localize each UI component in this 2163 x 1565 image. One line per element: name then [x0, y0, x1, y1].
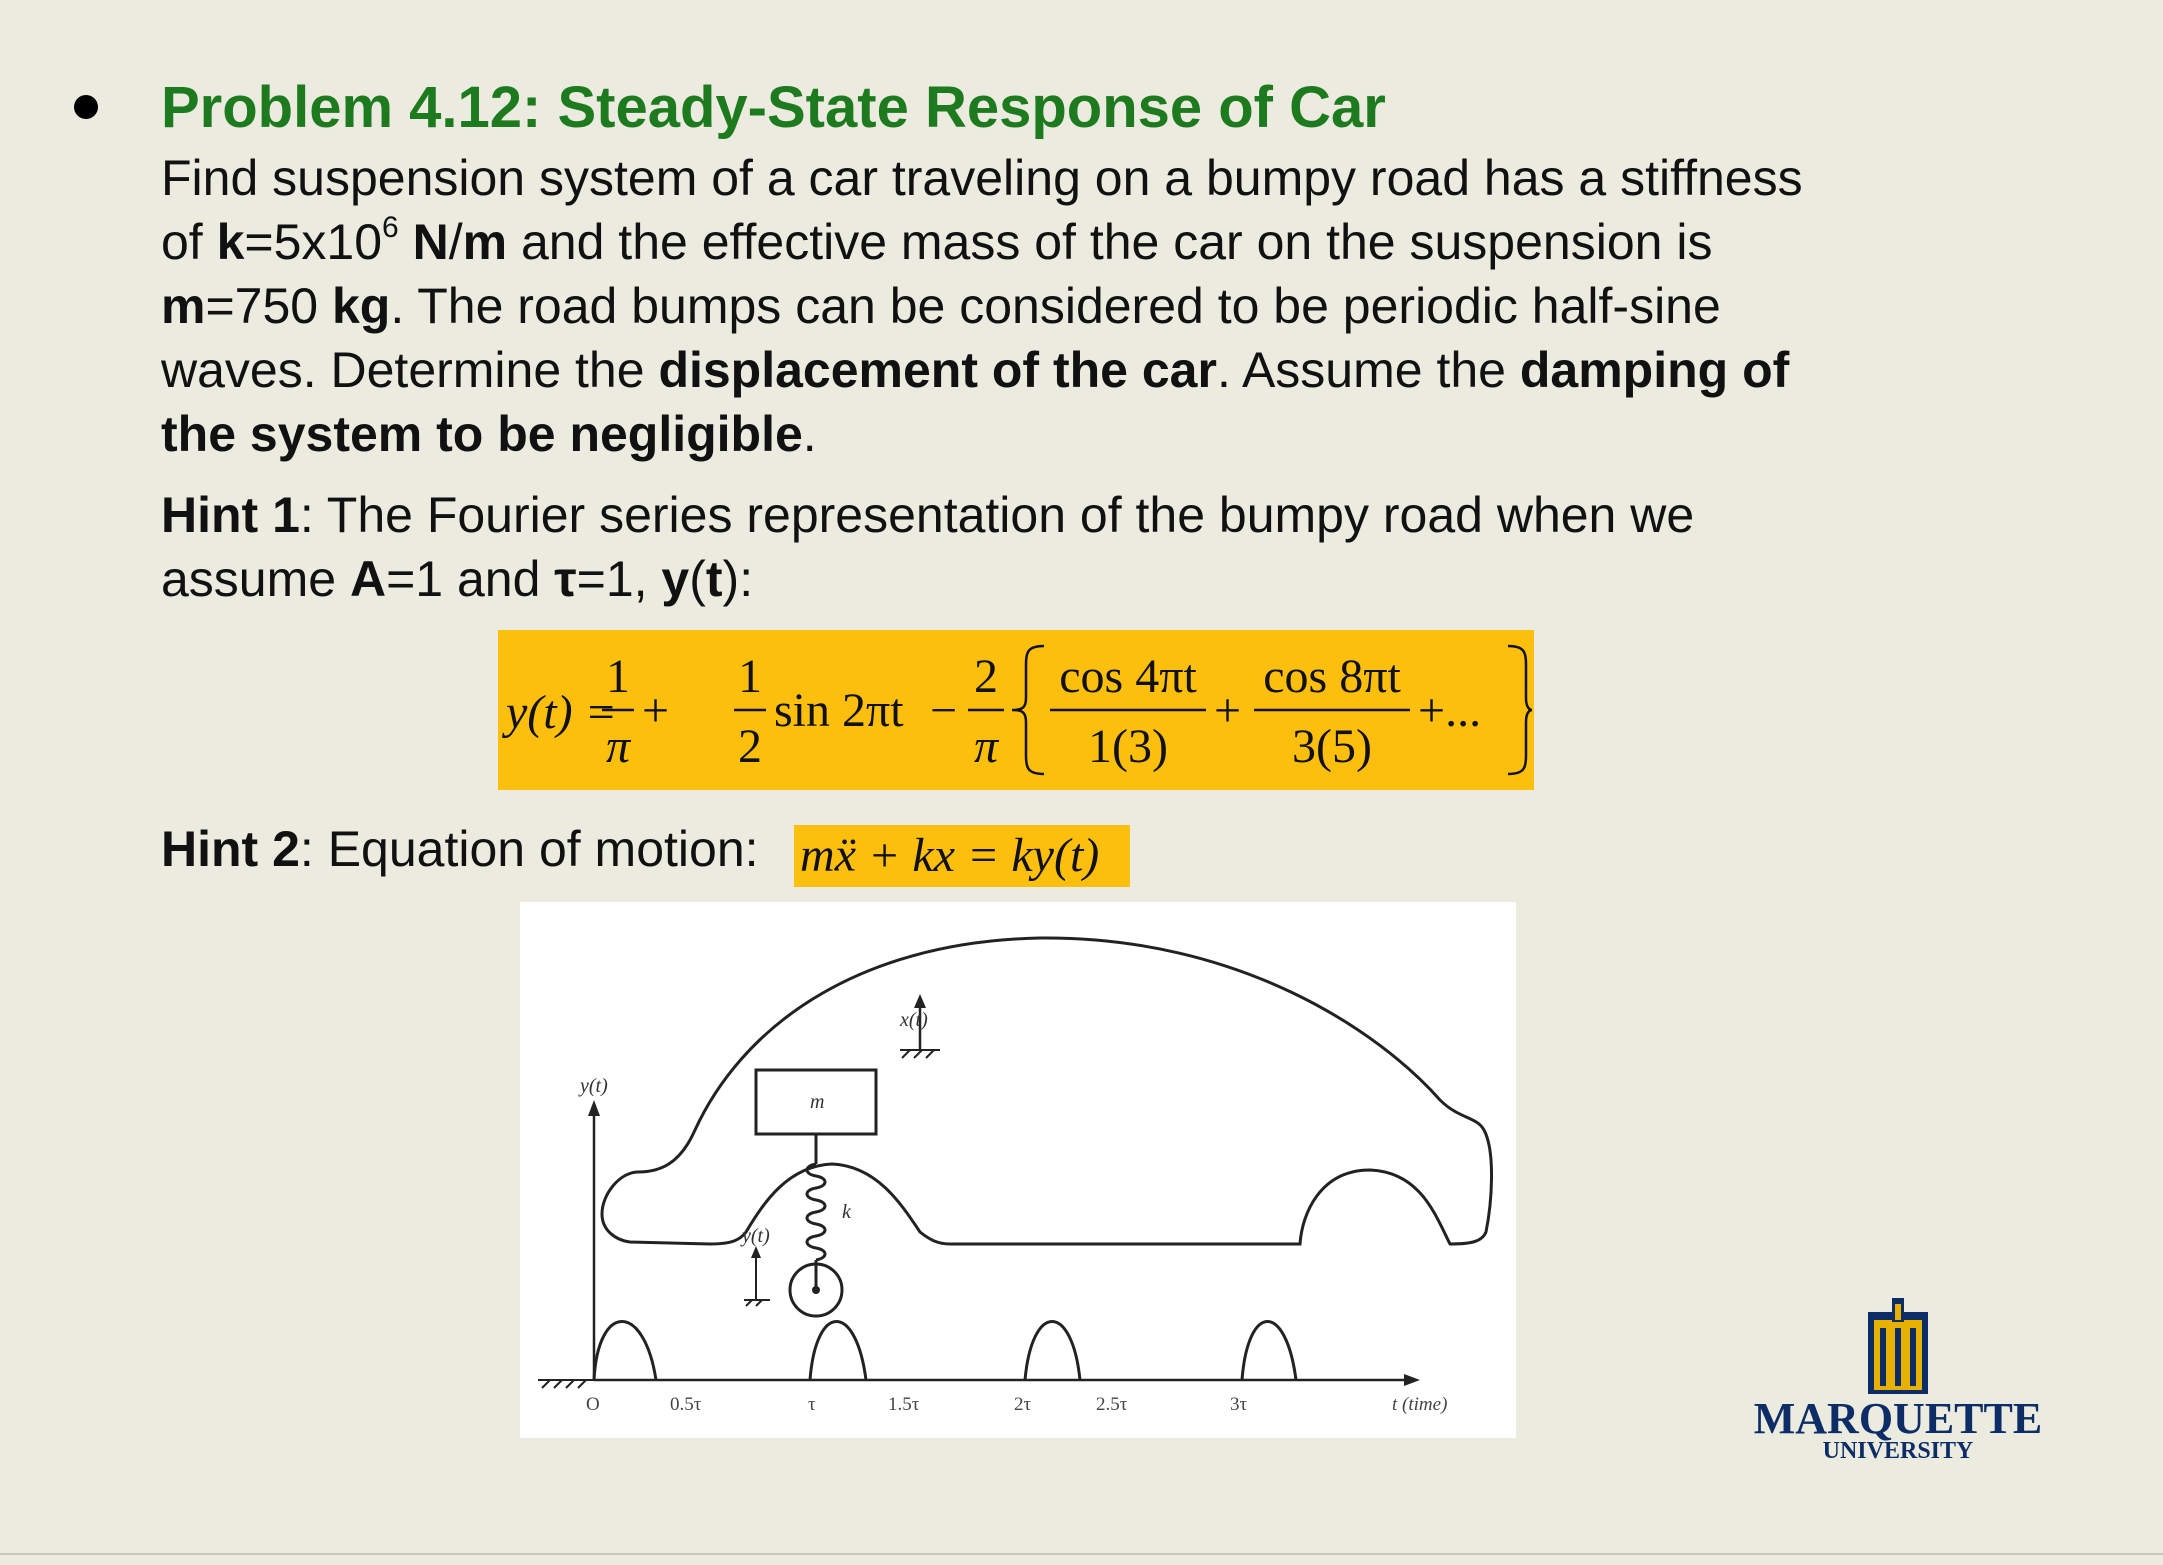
- car-suspension-diagram: [520, 902, 1516, 1438]
- series-ellipsis: +...: [1418, 684, 1482, 737]
- problem-statement: [161, 146, 1961, 466]
- wheel-hub: [812, 1286, 820, 1294]
- ground-hatching: [538, 1050, 940, 1388]
- tick-label: 1.5τ: [888, 1394, 920, 1415]
- text: ):: [722, 551, 754, 607]
- hint-2: [161, 820, 759, 878]
- frac2-denominator: 2: [738, 720, 762, 773]
- mass-label: m: [810, 1091, 825, 1113]
- unit-n: N: [398, 214, 449, 270]
- unit-m: m: [462, 214, 508, 270]
- logo-subtitle: UNIVERSITY: [1822, 1438, 1974, 1464]
- unit-slash: /: [448, 214, 463, 270]
- hint-1-label: Hint 1: [161, 487, 300, 543]
- car-suspension-figure: [520, 902, 1516, 1438]
- car-body-outline: [602, 938, 1492, 1244]
- term1-denominator: 1(3): [1088, 720, 1168, 773]
- bump-3: [1025, 1322, 1080, 1381]
- term2-numerator: cos 8πt: [1263, 650, 1401, 703]
- hint-2-label: Hint 2: [161, 821, 300, 877]
- tower-emblem-icon: [1862, 1298, 1934, 1394]
- university-logo: [1748, 1298, 2048, 1468]
- footer-divider: [0, 1553, 2163, 1555]
- equation-of-motion-svg: [794, 825, 1130, 887]
- text: : The Fourier series representation of the bumpy road when we: [299, 487, 1695, 543]
- bump-2: [810, 1322, 866, 1381]
- text: and the effective mass of the car on the suspension is: [507, 214, 1713, 270]
- frac1-denominator: π: [605, 720, 631, 773]
- equation-lhs: y(t) =: [506, 686, 617, 739]
- frac2-numerator: 1: [738, 650, 762, 703]
- equation-of-motion-text: mẍ + kx = ky(t): [800, 829, 1100, 882]
- problem-line-3: [161, 274, 1961, 338]
- fourier-series-equation: [498, 630, 1534, 790]
- problem-line-5: [161, 402, 1961, 466]
- stiffness-value: =5x10: [244, 214, 383, 270]
- tick-label: O: [586, 1394, 600, 1415]
- bump-1: [594, 1322, 656, 1381]
- unit-kg: kg: [331, 278, 391, 334]
- hint-1: [161, 483, 1694, 611]
- text: of: [161, 214, 217, 270]
- x-t-label: x(t): [900, 1009, 928, 1031]
- tick-label: 2.5τ: [1096, 1394, 1128, 1415]
- hint-1-line-2: [161, 547, 1694, 611]
- symbol-t: t: [705, 551, 723, 607]
- text: .: [802, 406, 817, 462]
- problem-line-2: [161, 210, 1961, 274]
- spring-label: k: [842, 1201, 851, 1223]
- x-arrowhead: [914, 994, 926, 1008]
- fourier-equation-svg: [498, 630, 1534, 790]
- term2-denominator: 3(5): [1292, 720, 1372, 773]
- text: Find suspension system of a car traveling on a bumpy road has a stiffness: [161, 150, 1803, 206]
- stiffness-symbol: k: [216, 214, 245, 270]
- right-brace: [1508, 646, 1532, 774]
- bullet-point: [74, 95, 98, 119]
- equation-of-motion: [794, 825, 1130, 887]
- minus-sign: −: [930, 684, 958, 737]
- suspension-spring: [807, 1164, 825, 1260]
- text: =1 and: [386, 551, 555, 607]
- logo-name: MARQUETTE: [1753, 1394, 2043, 1443]
- text: =1,: [576, 551, 662, 607]
- problem-title: Problem 4.12: Steady-State Response of Car: [161, 75, 1386, 140]
- y-axis-arrowhead: [588, 1100, 600, 1116]
- left-brace: [1012, 646, 1044, 774]
- emphasis: the system to be negligible: [161, 406, 803, 462]
- hint-1-line-1: [161, 483, 1694, 547]
- y-t-small-label: y(t): [742, 1225, 770, 1247]
- symbol-a: A: [349, 551, 387, 607]
- frac3-numerator: 2: [974, 650, 998, 703]
- y-small-arrowhead: [751, 1246, 761, 1258]
- sine-term: sin 2πt: [774, 684, 904, 737]
- exponent: 6: [382, 211, 399, 244]
- problem-line-1: [161, 146, 1961, 210]
- time-axis-arrowhead: [1404, 1374, 1420, 1386]
- tick-label: 3τ: [1230, 1394, 1248, 1415]
- text: : Equation of motion:: [299, 821, 759, 877]
- text: waves. Determine the: [161, 342, 659, 398]
- tick-label: τ: [808, 1394, 816, 1415]
- text: . Assume the: [1216, 342, 1520, 398]
- plus-sign: +: [1214, 684, 1242, 737]
- emphasis: damping of: [1519, 342, 1790, 398]
- term1-numerator: cos 4πt: [1059, 650, 1197, 703]
- y-t-axis-label: y(t): [580, 1075, 608, 1097]
- tick-label: 0.5τ: [670, 1394, 702, 1415]
- text: . The road bumps can be considered to be periodic half-sine: [390, 278, 1721, 334]
- tick-label: 2τ: [1014, 1394, 1032, 1415]
- symbol-tau: τ: [554, 551, 577, 607]
- emphasis: displacement of the car: [658, 342, 1217, 398]
- symbol-y: y: [661, 551, 690, 607]
- mass-symbol: m: [161, 278, 206, 334]
- text: (: [689, 551, 706, 607]
- problem-line-4: [161, 338, 1961, 402]
- frac1-numerator: 1: [606, 650, 630, 703]
- bump-4: [1242, 1322, 1296, 1381]
- time-axis-ticks: [586, 1394, 1447, 1415]
- tick-label: t (time): [1392, 1394, 1448, 1415]
- text: assume: [161, 551, 350, 607]
- plus-sign: +: [642, 684, 670, 737]
- frac3-denominator: π: [973, 720, 999, 773]
- mass-value: =750: [205, 278, 332, 334]
